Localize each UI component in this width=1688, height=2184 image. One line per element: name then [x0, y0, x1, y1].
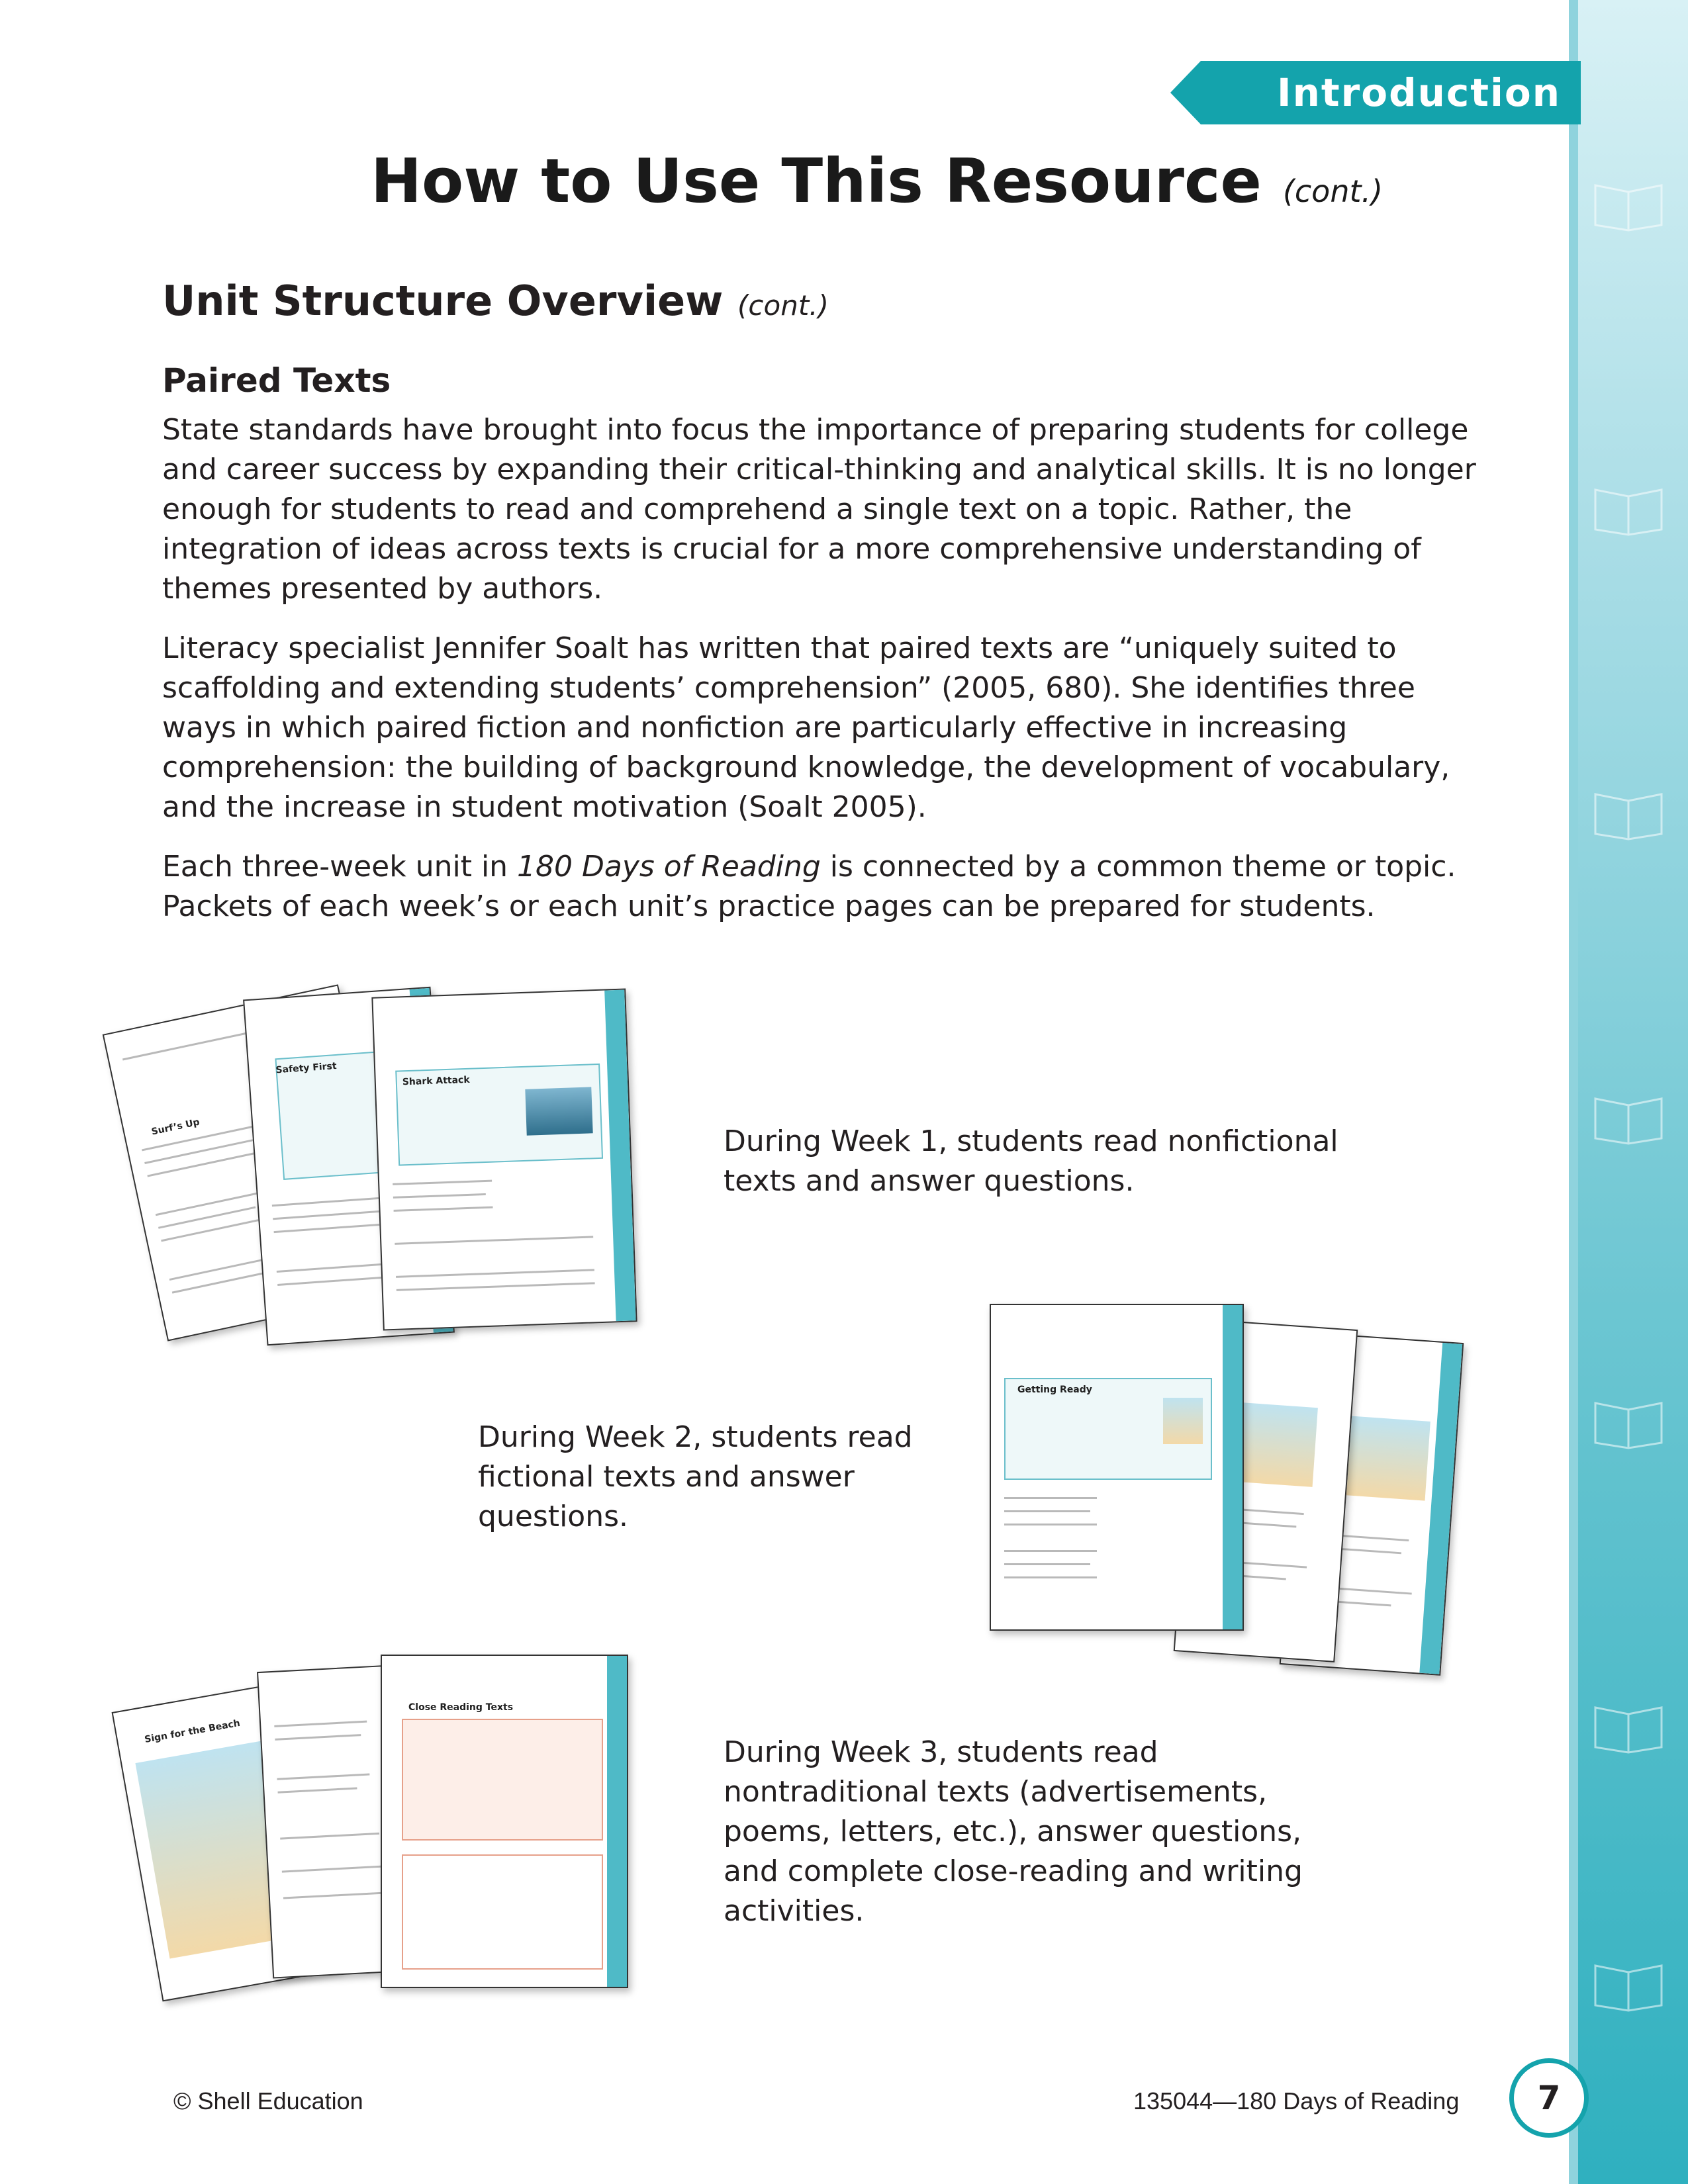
thumbnail-title: Getting Ready	[1017, 1385, 1092, 1395]
subtitle-text: Unit Structure Overview	[162, 277, 724, 325]
page-number: 7	[1509, 2058, 1589, 2138]
thumbnail-title: Close Reading Texts	[408, 1702, 514, 1713]
book-doodle-icon	[1589, 1694, 1668, 1754]
tab-notch	[1170, 61, 1201, 124]
paragraph-1: State standards have brought into focus the importance of preparing students for college and career success by expanding their critical-thinking and analytical skills. It is no longer enough for students to read and comprehend a single text on a topic. Rather, the integration of ideas across texts is crucial for a more comprehensive understanding of themes presented by authors.	[162, 413, 1476, 606]
week3-caption: During Week 3, students read nontraditional texts (advertisements, poems, letters, etc.), answer questions, and complete close-reading and writing activities.	[724, 1735, 1303, 1928]
week2-page-thumbnail	[990, 1304, 1244, 1631]
book-doodle-icon	[1589, 477, 1668, 536]
section-tab	[1170, 61, 1581, 124]
paragraph-3-end: is connected by a common theme or topic. Packets of each week’s or each unit’s practice pages can be prepared for students.	[162, 850, 1456, 923]
book-title: 180 Days of Reading	[517, 850, 821, 884]
paragraph-2: Literacy specialist Jennifer Soalt has written that paired texts are “uniquely suited to scaffolding and extending students’ comprehension” (2005, 680). She identifies three ways in which paired fiction and nonfiction are particularly effective in increasing comprehension: the building of background knowledge, the development of vocabulary, and the increase in student motivation (Soalt 2005).	[162, 631, 1450, 824]
band-edge	[1569, 0, 1578, 2184]
subtitle-cont: (cont.)	[737, 289, 829, 322]
title-text: How to Use This Resource	[371, 146, 1262, 216]
week2-caption: During Week 2, students read fictional texts and answer questions.	[478, 1420, 913, 1533]
title-cont: (cont.)	[1282, 173, 1383, 209]
section-tab-label: Introduction	[1277, 70, 1561, 115]
paragraph-3	[162, 847, 1493, 927]
week3-page-thumbnail	[381, 1655, 628, 1988]
product-footer: 135044—180 Days of Reading	[1133, 2087, 1460, 2115]
book-doodle-icon	[1589, 1085, 1668, 1145]
copyright-footer: © Shell Education	[173, 2087, 363, 2115]
subtitle	[162, 277, 829, 325]
section-heading: Paired Texts	[162, 361, 391, 400]
paragraph-3-start: Each three-week unit in	[162, 850, 518, 884]
book-doodle-icon	[1589, 781, 1668, 841]
book-doodle-icon	[1589, 1390, 1668, 1449]
thumbnail-title: Safety First	[275, 1060, 338, 1076]
thumbnail-title: Surf’s Up	[150, 1116, 201, 1138]
week1-caption: During Week 1, students read nonfictional texts and answer questions.	[724, 1124, 1338, 1198]
book-doodle-icon	[1589, 172, 1668, 232]
page-title	[371, 146, 1383, 216]
thumbnail-title: Sign for the Beach	[144, 1717, 241, 1745]
thumbnail-title: Shark Attack	[402, 1074, 470, 1088]
week1-page-thumbnail	[371, 988, 637, 1330]
book-doodle-icon	[1589, 1952, 1668, 2012]
